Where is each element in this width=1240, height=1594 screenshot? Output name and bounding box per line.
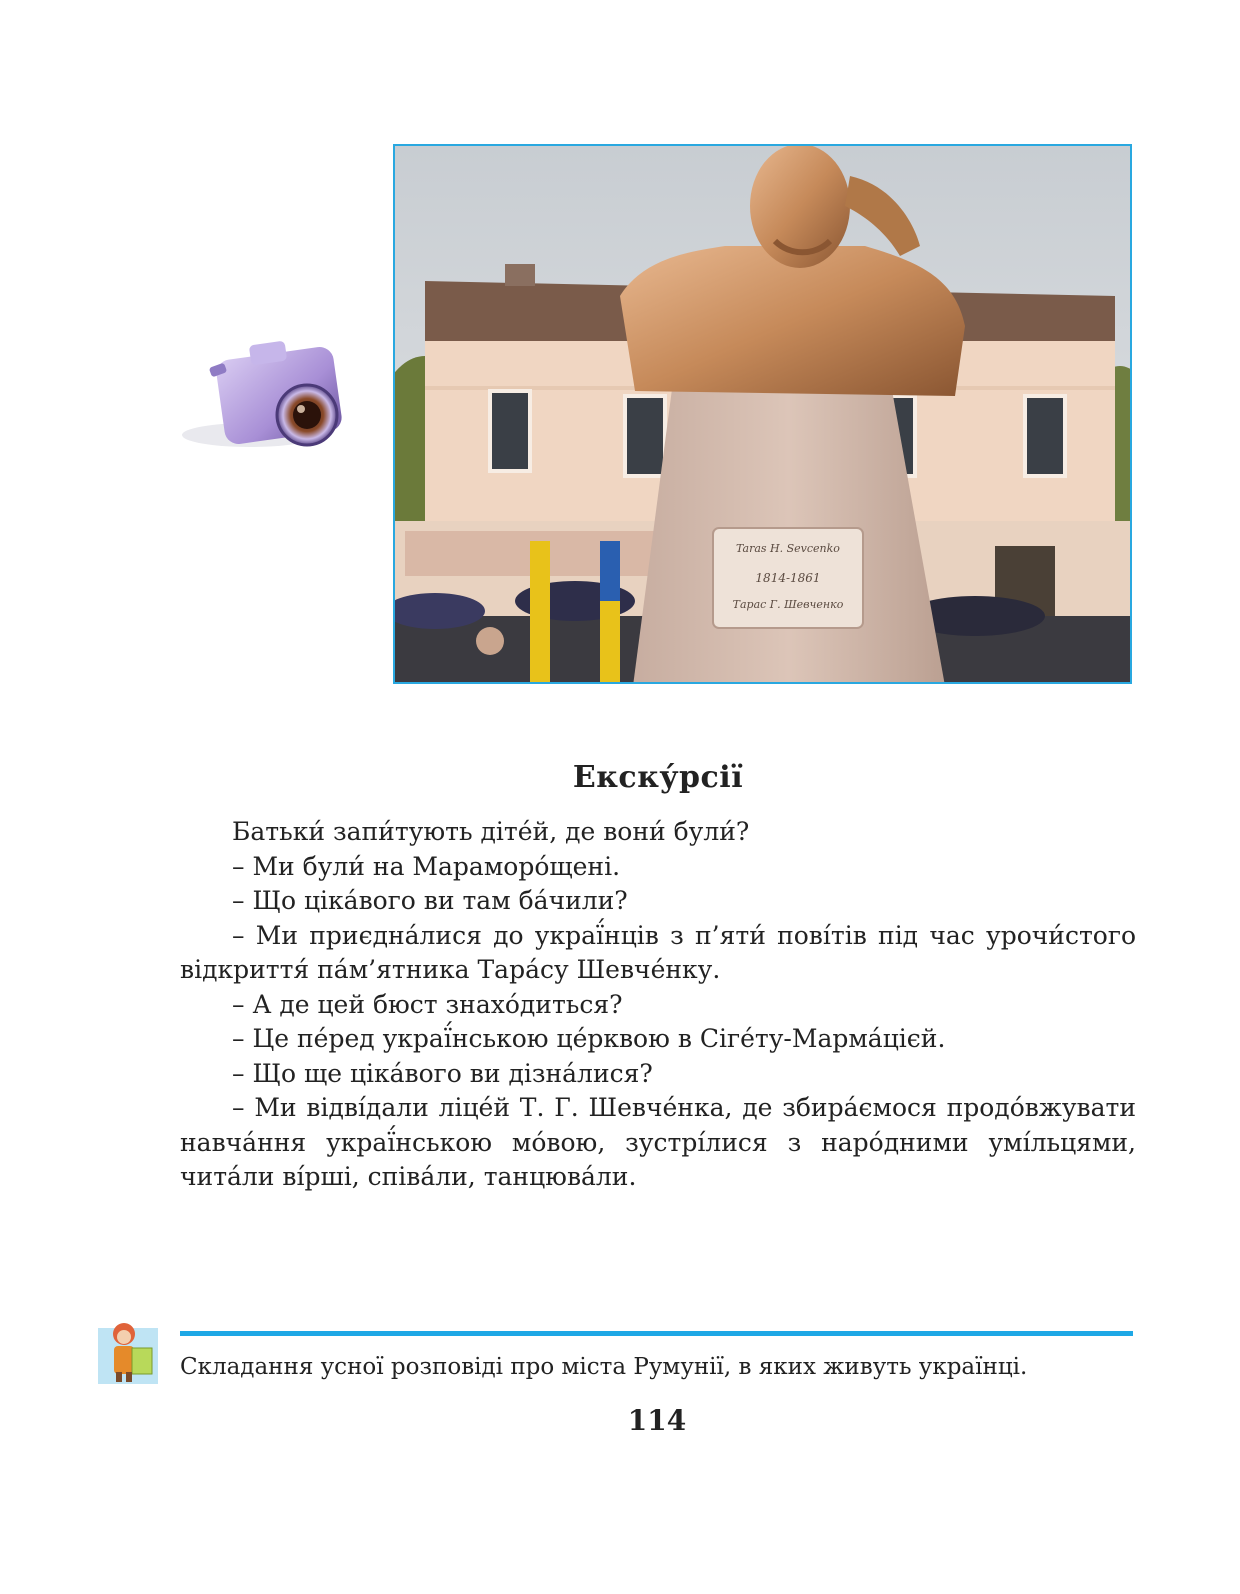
paragraph: – Ми приєдна́лися до украї́нців з п’яти́ пові́тів під час урочи́стого відкриття́ па́м’ятника Тара́су Шевче́нку. (180, 920, 1136, 984)
plaque-line-1: Taras H. Sevcenko (736, 542, 840, 555)
paragraph: – Ми відві́дали ліце́й Т. Г. Шевче́нка, де збира́ємося продо́вжувати навча́ння украї́нською мо́вою, зустрі́лися з наро́дними умі́льцями, чита́ли ві́рші, співа́ли, танцюва́ли. (180, 1093, 1136, 1191)
teacher-icon (98, 1318, 158, 1384)
paragraph: – Що ціка́вого ви там ба́чили? (232, 886, 628, 915)
page-title: Екску́рсії (572, 760, 744, 795)
page-number: 114 (627, 1404, 687, 1437)
camera-icon (180, 335, 360, 460)
plaque-line-2: 1814-1861 (755, 571, 821, 585)
paragraph: – Що ще ціка́вого ви дізна́лися? (232, 1058, 653, 1088)
monument-photo (393, 144, 1132, 684)
paragraph: Батьки́ запи́тують діте́й, де вони́ були́? (232, 817, 750, 846)
paragraph: – Це пе́ред украї́нською це́рквою в Сіге́ту-Марма́цієй. (232, 1024, 946, 1053)
task-text: Складання усної розповіді про міста Румунії, в яких живуть українці. (180, 1354, 1028, 1380)
paragraph: – А де цей бюст знахо́диться? (232, 989, 623, 1019)
dialogue-text (180, 815, 1136, 1195)
paragraph: – Ми були́ на Мараморо́щені. (232, 851, 621, 881)
task-divider (180, 1331, 1133, 1336)
plaque-line-3: Тарас Г. Шевченко (732, 598, 844, 611)
